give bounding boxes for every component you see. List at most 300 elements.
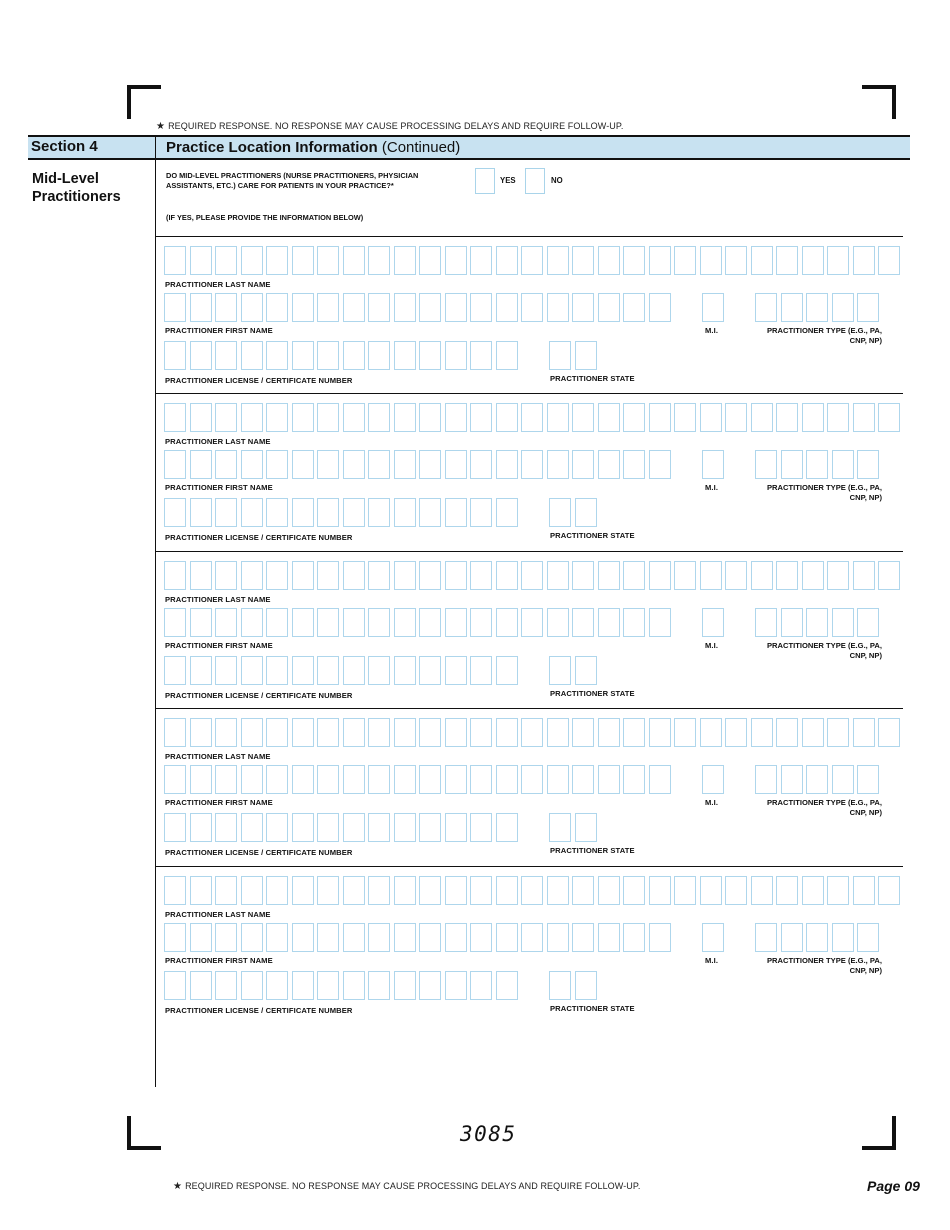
char-box[interactable] [470,498,492,527]
char-box[interactable] [521,403,543,432]
char-box[interactable] [470,561,492,590]
middle-initial-input[interactable] [702,293,728,322]
char-box[interactable] [572,403,594,432]
char-box[interactable] [470,608,492,637]
char-box[interactable] [394,813,416,842]
char-box[interactable] [419,923,441,952]
char-box[interactable] [164,765,186,794]
char-box[interactable] [445,656,467,685]
char-box[interactable] [215,923,237,952]
char-box[interactable] [702,450,724,479]
char-box[interactable] [853,718,875,747]
char-box[interactable] [419,293,441,322]
char-box[interactable] [266,971,288,1000]
char-box[interactable] [598,403,620,432]
char-box[interactable] [445,561,467,590]
char-box[interactable] [857,608,879,637]
char-box[interactable] [496,450,518,479]
char-box[interactable] [470,765,492,794]
char-box[interactable] [496,293,518,322]
char-box[interactable] [419,971,441,1000]
char-box[interactable] [445,450,467,479]
char-box[interactable] [164,718,186,747]
char-box[interactable] [190,923,212,952]
char-box[interactable] [496,813,518,842]
state-input[interactable] [549,341,600,370]
char-box[interactable] [549,971,571,1000]
char-box[interactable] [806,765,828,794]
char-box[interactable] [343,718,365,747]
char-box[interactable] [190,765,212,794]
char-box[interactable] [445,293,467,322]
char-box[interactable] [394,450,416,479]
char-box[interactable] [755,293,777,322]
middle-initial-input[interactable] [702,450,728,479]
char-box[interactable] [368,450,390,479]
char-box[interactable] [857,450,879,479]
char-box[interactable] [266,608,288,637]
char-box[interactable] [215,450,237,479]
char-box[interactable] [827,561,849,590]
practitioner-type-input[interactable] [755,765,883,794]
char-box[interactable] [470,971,492,1000]
char-box[interactable] [496,341,518,370]
char-box[interactable] [215,341,237,370]
char-box[interactable] [292,561,314,590]
char-box[interactable] [394,718,416,747]
char-box[interactable] [215,718,237,747]
char-box[interactable] [343,923,365,952]
char-box[interactable] [649,246,671,275]
char-box[interactable] [521,561,543,590]
char-box[interactable] [827,876,849,905]
char-box[interactable] [878,403,900,432]
middle-initial-input[interactable] [702,765,728,794]
char-box[interactable] [241,341,263,370]
char-box[interactable] [394,561,416,590]
char-box[interactable] [649,876,671,905]
char-box[interactable] [241,923,263,952]
char-box[interactable] [445,813,467,842]
char-box[interactable] [575,656,597,685]
char-box[interactable] [496,656,518,685]
char-box[interactable] [547,876,569,905]
char-box[interactable] [241,718,263,747]
char-box[interactable] [853,876,875,905]
char-box[interactable] [419,876,441,905]
char-box[interactable] [343,813,365,842]
char-box[interactable] [215,403,237,432]
char-box[interactable] [827,718,849,747]
yes-checkbox[interactable] [475,168,495,194]
char-box[interactable] [575,813,597,842]
char-box[interactable] [702,765,724,794]
char-box[interactable] [598,450,620,479]
char-box[interactable] [292,765,314,794]
char-box[interactable] [445,246,467,275]
char-box[interactable] [292,341,314,370]
char-box[interactable] [343,341,365,370]
char-box[interactable] [368,876,390,905]
char-box[interactable] [368,765,390,794]
char-box[interactable] [368,498,390,527]
char-box[interactable] [521,876,543,905]
practitioner-type-input[interactable] [755,293,883,322]
char-box[interactable] [649,923,671,952]
char-box[interactable] [598,765,620,794]
char-box[interactable] [164,498,186,527]
char-box[interactable] [343,656,365,685]
char-box[interactable] [164,403,186,432]
char-box[interactable] [241,971,263,1000]
char-box[interactable] [419,450,441,479]
char-box[interactable] [572,765,594,794]
char-box[interactable] [700,561,722,590]
char-box[interactable] [419,246,441,275]
char-box[interactable] [419,403,441,432]
state-input[interactable] [549,656,600,685]
practitioner-type-input[interactable] [755,923,883,952]
char-box[interactable] [853,246,875,275]
char-box[interactable] [190,498,212,527]
char-box[interactable] [317,561,339,590]
char-box[interactable] [419,656,441,685]
char-box[interactable] [549,813,571,842]
char-box[interactable] [878,561,900,590]
char-box[interactable] [266,341,288,370]
char-box[interactable] [317,450,339,479]
char-box[interactable] [190,813,212,842]
char-box[interactable] [368,923,390,952]
license-number-input[interactable] [164,341,521,370]
char-box[interactable] [343,971,365,1000]
practitioner-type-input[interactable] [755,608,883,637]
char-box[interactable] [470,293,492,322]
char-box[interactable] [394,246,416,275]
char-box[interactable] [241,293,263,322]
char-box[interactable] [521,718,543,747]
char-box[interactable] [572,608,594,637]
char-box[interactable] [725,403,747,432]
char-box[interactable] [317,403,339,432]
char-box[interactable] [623,450,645,479]
middle-initial-input[interactable] [702,608,728,637]
char-box[interactable] [343,876,365,905]
char-box[interactable] [598,923,620,952]
char-box[interactable] [241,403,263,432]
char-box[interactable] [394,923,416,952]
char-box[interactable] [572,923,594,952]
first-name-input[interactable] [164,608,674,637]
char-box[interactable] [343,561,365,590]
char-box[interactable] [496,561,518,590]
char-box[interactable] [368,813,390,842]
char-box[interactable] [572,561,594,590]
char-box[interactable] [496,246,518,275]
char-box[interactable] [623,403,645,432]
char-box[interactable] [598,561,620,590]
char-box[interactable] [445,498,467,527]
char-box[interactable] [266,656,288,685]
char-box[interactable] [802,246,824,275]
last-name-input[interactable] [164,876,904,905]
char-box[interactable] [292,876,314,905]
char-box[interactable] [190,403,212,432]
char-box[interactable] [394,876,416,905]
char-box[interactable] [266,498,288,527]
char-box[interactable] [623,876,645,905]
char-box[interactable] [623,246,645,275]
char-box[interactable] [368,293,390,322]
char-box[interactable] [470,718,492,747]
char-box[interactable] [827,246,849,275]
char-box[interactable] [549,498,571,527]
char-box[interactable] [292,971,314,1000]
char-box[interactable] [623,923,645,952]
char-box[interactable] [496,718,518,747]
char-box[interactable] [215,971,237,1000]
char-box[interactable] [190,718,212,747]
char-box[interactable] [781,765,803,794]
char-box[interactable] [702,293,724,322]
char-box[interactable] [215,765,237,794]
char-box[interactable] [751,403,773,432]
char-box[interactable] [755,923,777,952]
char-box[interactable] [878,876,900,905]
license-number-input[interactable] [164,971,521,1000]
char-box[interactable] [857,923,879,952]
char-box[interactable] [802,403,824,432]
char-box[interactable] [802,876,824,905]
char-box[interactable] [781,293,803,322]
char-box[interactable] [725,561,747,590]
char-box[interactable] [292,403,314,432]
char-box[interactable] [751,561,773,590]
char-box[interactable] [674,718,696,747]
char-box[interactable] [802,561,824,590]
practitioner-type-input[interactable] [755,450,883,479]
char-box[interactable] [598,718,620,747]
char-box[interactable] [549,341,571,370]
char-box[interactable] [547,561,569,590]
char-box[interactable] [368,656,390,685]
char-box[interactable] [419,561,441,590]
char-box[interactable] [572,246,594,275]
char-box[interactable] [547,608,569,637]
char-box[interactable] [241,561,263,590]
char-box[interactable] [317,813,339,842]
char-box[interactable] [781,450,803,479]
char-box[interactable] [623,765,645,794]
char-box[interactable] [215,246,237,275]
char-box[interactable] [394,498,416,527]
char-box[interactable] [394,656,416,685]
char-box[interactable] [317,246,339,275]
char-box[interactable] [496,498,518,527]
char-box[interactable] [241,656,263,685]
char-box[interactable] [343,498,365,527]
char-box[interactable] [702,608,724,637]
char-box[interactable] [702,923,724,952]
char-box[interactable] [832,293,854,322]
char-box[interactable] [781,923,803,952]
char-box[interactable] [649,293,671,322]
char-box[interactable] [649,718,671,747]
char-box[interactable] [164,813,186,842]
char-box[interactable] [164,561,186,590]
char-box[interactable] [164,656,186,685]
char-box[interactable] [725,876,747,905]
char-box[interactable] [674,876,696,905]
char-box[interactable] [572,293,594,322]
char-box[interactable] [649,765,671,794]
char-box[interactable] [343,608,365,637]
char-box[interactable] [832,450,854,479]
char-box[interactable] [496,608,518,637]
char-box[interactable] [806,923,828,952]
char-box[interactable] [292,450,314,479]
char-box[interactable] [649,561,671,590]
first-name-input[interactable] [164,765,674,794]
char-box[interactable] [521,246,543,275]
license-number-input[interactable] [164,656,521,685]
char-box[interactable] [549,656,571,685]
char-box[interactable] [445,876,467,905]
char-box[interactable] [649,608,671,637]
char-box[interactable] [547,293,569,322]
char-box[interactable] [857,293,879,322]
char-box[interactable] [266,561,288,590]
char-box[interactable] [266,246,288,275]
char-box[interactable] [470,450,492,479]
char-box[interactable] [470,656,492,685]
char-box[interactable] [317,656,339,685]
char-box[interactable] [317,498,339,527]
state-input[interactable] [549,971,600,1000]
char-box[interactable] [623,608,645,637]
char-box[interactable] [445,341,467,370]
char-box[interactable] [575,341,597,370]
char-box[interactable] [190,876,212,905]
char-box[interactable] [343,450,365,479]
char-box[interactable] [164,341,186,370]
char-box[interactable] [394,608,416,637]
char-box[interactable] [598,608,620,637]
char-box[interactable] [419,718,441,747]
char-box[interactable] [751,246,773,275]
char-box[interactable] [368,341,390,370]
char-box[interactable] [649,450,671,479]
char-box[interactable] [292,608,314,637]
char-box[interactable] [572,718,594,747]
char-box[interactable] [547,246,569,275]
char-box[interactable] [266,293,288,322]
char-box[interactable] [725,246,747,275]
char-box[interactable] [496,923,518,952]
char-box[interactable] [781,608,803,637]
char-box[interactable] [751,876,773,905]
last-name-input[interactable] [164,403,904,432]
char-box[interactable] [241,608,263,637]
char-box[interactable] [700,718,722,747]
char-box[interactable] [190,341,212,370]
char-box[interactable] [190,608,212,637]
char-box[interactable] [292,923,314,952]
char-box[interactable] [623,718,645,747]
char-box[interactable] [394,971,416,1000]
char-box[interactable] [470,813,492,842]
char-box[interactable] [215,293,237,322]
char-box[interactable] [215,876,237,905]
char-box[interactable] [878,246,900,275]
char-box[interactable] [776,561,798,590]
char-box[interactable] [776,403,798,432]
char-box[interactable] [649,403,671,432]
char-box[interactable] [806,293,828,322]
char-box[interactable] [317,341,339,370]
char-box[interactable] [317,876,339,905]
char-box[interactable] [521,923,543,952]
char-box[interactable] [827,403,849,432]
char-box[interactable] [394,293,416,322]
char-box[interactable] [266,876,288,905]
char-box[interactable] [241,765,263,794]
char-box[interactable] [317,608,339,637]
first-name-input[interactable] [164,450,674,479]
char-box[interactable] [832,608,854,637]
char-box[interactable] [700,876,722,905]
char-box[interactable] [394,403,416,432]
char-box[interactable] [806,450,828,479]
last-name-input[interactable] [164,561,904,590]
char-box[interactable] [496,403,518,432]
char-box[interactable] [190,561,212,590]
char-box[interactable] [776,718,798,747]
char-box[interactable] [445,923,467,952]
char-box[interactable] [190,246,212,275]
char-box[interactable] [241,450,263,479]
char-box[interactable] [445,971,467,1000]
char-box[interactable] [164,293,186,322]
char-box[interactable] [241,498,263,527]
first-name-input[interactable] [164,923,674,952]
char-box[interactable] [343,246,365,275]
char-box[interactable] [674,561,696,590]
license-number-input[interactable] [164,813,521,842]
char-box[interactable] [547,403,569,432]
char-box[interactable] [674,246,696,275]
char-box[interactable] [215,813,237,842]
char-box[interactable] [368,608,390,637]
char-box[interactable] [521,450,543,479]
char-box[interactable] [496,971,518,1000]
last-name-input[interactable] [164,246,904,275]
char-box[interactable] [266,450,288,479]
char-box[interactable] [802,718,824,747]
middle-initial-input[interactable] [702,923,728,952]
char-box[interactable] [317,971,339,1000]
char-box[interactable] [598,876,620,905]
char-box[interactable] [317,923,339,952]
char-box[interactable] [419,813,441,842]
char-box[interactable] [368,971,390,1000]
char-box[interactable] [832,765,854,794]
char-box[interactable] [343,403,365,432]
char-box[interactable] [292,813,314,842]
char-box[interactable] [292,718,314,747]
char-box[interactable] [419,498,441,527]
license-number-input[interactable] [164,498,521,527]
